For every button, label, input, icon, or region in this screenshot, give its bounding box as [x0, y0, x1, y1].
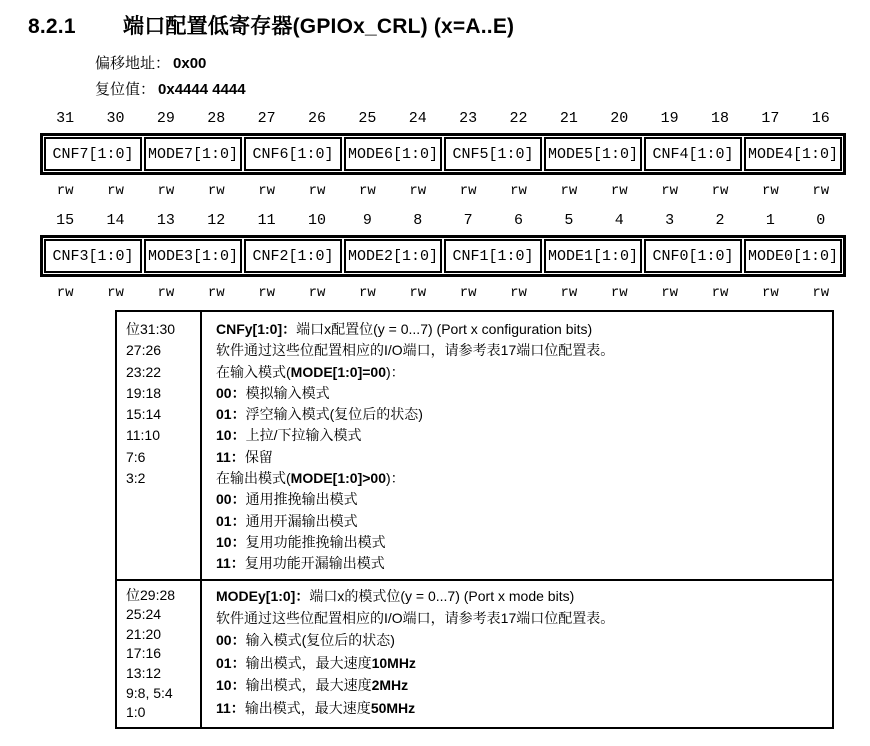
description-line: [216, 652, 824, 674]
section-number: 8.2.1: [28, 15, 76, 38]
description-line: [216, 447, 824, 468]
description-text-bold: 2MHz: [371, 677, 409, 694]
bit-range: 7:6: [126, 448, 146, 465]
bit-number: 27: [257, 110, 276, 127]
bit-number: 1: [765, 212, 775, 229]
access-type-label: rw: [711, 285, 729, 301]
description-text: 在输入模式(: [216, 363, 291, 380]
register-field-cell: MODE7[1:0]: [144, 137, 242, 171]
access-type-label: rw: [207, 183, 225, 199]
description-text-bold: CNFy[1:0]：: [216, 321, 297, 337]
access-type-label: rw: [409, 285, 427, 301]
access-type-label: rw: [510, 285, 527, 301]
register-field-cell: MODE2[1:0]: [344, 239, 442, 273]
description-text-bold: 00：: [216, 384, 246, 401]
register-field-cell: MODE4[1:0]: [744, 137, 842, 171]
access-type-label: rw: [359, 183, 376, 199]
bit-number: 9: [362, 212, 372, 229]
reset-value-value: 0x4444 4444: [158, 81, 246, 98]
description-text: 复用功能开漏输出模式: [244, 555, 385, 572]
register-field-cell: MODE3[1:0]: [144, 239, 242, 273]
description-text-bold: 11：: [216, 555, 245, 572]
description-line: [216, 553, 824, 574]
access-type-label: rw: [308, 285, 326, 301]
description-row: [117, 579, 832, 727]
access-type-label: rw: [157, 183, 175, 199]
access-type-label: rw: [560, 285, 578, 301]
description-text: 输出模式，最大速度: [245, 677, 372, 694]
access-type-label: rw: [409, 183, 427, 199]
offset-address-value: 0x00: [173, 55, 207, 72]
bit-range: 23:22: [126, 363, 162, 380]
register-field-cell: MODE6[1:0]: [344, 137, 442, 171]
access-type-label: rw: [258, 183, 276, 199]
description-text: 复用功能推挽输出模式: [245, 533, 386, 550]
description-text: 通用开漏输出模式: [245, 512, 358, 529]
bit-number: 10: [308, 212, 327, 229]
bit-number: 16: [811, 110, 830, 127]
bit-description-column: [202, 312, 832, 579]
bit-numbers-row: [40, 212, 846, 229]
description-text-bold: 01：: [216, 406, 246, 423]
description-text-bold: 50MHz: [370, 699, 416, 716]
description-text-bold: 10：: [216, 533, 246, 550]
access-type-label: rw: [610, 285, 628, 301]
description-text-bold: 11：: [216, 448, 245, 465]
reset-value-line: [95, 77, 870, 103]
bit-number: 2: [715, 212, 725, 229]
bit-number: 12: [207, 212, 226, 229]
description-table: [115, 310, 834, 729]
description-text-bold: 01：: [216, 512, 246, 529]
reset-value-label: 复位值：: [95, 81, 156, 98]
bit-range: 11:10: [126, 427, 160, 444]
description-text-bold: MODEy[1:0]：: [216, 587, 310, 604]
register-meta: [95, 51, 870, 103]
access-type-label: rw: [157, 285, 175, 301]
bit-number: 30: [106, 110, 125, 127]
access-type-label: rw: [308, 183, 326, 199]
description-line: [216, 319, 824, 340]
bit-range-column: [117, 581, 202, 727]
access-type-label: rw: [762, 183, 779, 199]
bit-numbers-row: [40, 110, 846, 127]
description-text: 端口x的模式位(y = 0...7) (Port x mode bits): [309, 587, 575, 604]
description-text: 模拟输入模式: [245, 384, 330, 401]
register-row-bits-31-16: [40, 110, 846, 199]
access-type-label: rw: [359, 285, 376, 301]
bit-range: 位29:28: [126, 586, 176, 603]
bit-range: 25:24: [126, 606, 162, 623]
page-title: 端口配置低寄存器(GPIOx_CRL) (x=A..E): [123, 15, 515, 38]
bit-number: 14: [106, 212, 125, 229]
bit-number: 28: [207, 110, 226, 127]
bit-number: 11: [257, 212, 276, 229]
register-field-cell: CNF1[1:0]: [444, 239, 542, 273]
access-type-row: [40, 183, 846, 199]
bit-number: 22: [509, 110, 528, 127]
bit-number: 3: [665, 212, 675, 229]
description-line: [216, 383, 824, 404]
register-field-cell: MODE5[1:0]: [544, 137, 642, 171]
bit-number: 7: [463, 212, 473, 229]
bit-range: 17:16: [126, 645, 162, 662]
description-line: [216, 340, 824, 361]
description-text: )：: [385, 363, 405, 380]
bit-range: 1:0: [126, 704, 146, 721]
bit-number: 23: [459, 110, 478, 127]
description-text-bold: 10：: [216, 677, 246, 694]
description-line: [216, 697, 824, 719]
access-type-label: rw: [56, 285, 74, 301]
description-text-bold: 10：: [216, 427, 246, 444]
description-text: 软件通过这些位配置相应的I/O端口，请参考表17端口位配置表。: [216, 342, 615, 359]
access-type-label: rw: [510, 183, 527, 199]
description-line: [216, 511, 824, 532]
description-text: 端口x配置位(y = 0...7) (Port x configuration bits): [296, 321, 593, 337]
description-text: 通用推挽输出模式: [245, 491, 358, 508]
description-line: [216, 607, 824, 629]
bit-number: 19: [660, 110, 679, 127]
register-diagram: [40, 110, 846, 301]
description-text-bold: MODE[1:0]=00: [290, 363, 386, 380]
description-row: [117, 312, 832, 579]
access-type-label: rw: [762, 285, 779, 301]
access-type-label: rw: [258, 285, 276, 301]
bit-number: 13: [156, 212, 175, 229]
description-line: [216, 532, 824, 553]
bit-number: 21: [559, 110, 578, 127]
description-text: 软件通过这些位配置相应的I/O端口，请参考表17端口位配置表。: [216, 609, 615, 626]
bit-number: 8: [413, 212, 423, 229]
description-text: 保留: [244, 448, 273, 465]
bit-number: 4: [614, 212, 624, 229]
description-text: 上拉/下拉输入模式: [245, 427, 362, 444]
access-type-label: rw: [459, 285, 477, 301]
description-text: )：: [385, 470, 405, 487]
access-type-label: rw: [56, 183, 74, 199]
access-type-label: rw: [661, 183, 679, 199]
access-type-label: rw: [107, 285, 124, 301]
register-field-cell: CNF4[1:0]: [644, 137, 742, 171]
bit-range: 27:26: [126, 342, 162, 359]
section-heading: [0, 0, 870, 40]
bit-number: 18: [711, 110, 730, 127]
description-line: [216, 425, 824, 446]
access-type-row: [40, 285, 846, 301]
description-text: 输入模式(复位后的状态): [245, 632, 395, 649]
bit-number: 5: [564, 212, 574, 229]
access-type-label: rw: [107, 183, 124, 199]
access-type-label: rw: [207, 285, 225, 301]
offset-address-line: [95, 51, 870, 77]
access-type-label: rw: [560, 183, 578, 199]
bit-number: 15: [56, 212, 75, 229]
description-line: [216, 489, 824, 510]
description-line: [216, 404, 824, 425]
bit-range: 19:18: [126, 384, 162, 401]
description-line: [216, 629, 824, 651]
description-text: 浮空输入模式(复位后的状态): [245, 406, 423, 423]
bit-number: 20: [610, 110, 629, 127]
bit-range: 9:8, 5:4: [126, 684, 173, 701]
bit-range: 13:12: [126, 664, 162, 681]
bit-number: 25: [358, 110, 377, 127]
bit-description-column: [202, 581, 832, 727]
access-type-label: rw: [812, 285, 830, 301]
description-text: 输出模式，最大速度: [245, 654, 372, 671]
register-row-bits-15-0: [40, 212, 846, 301]
register-fields-row: [40, 133, 846, 175]
description-line: [216, 585, 824, 607]
access-type-label: rw: [661, 285, 679, 301]
register-field-cell: CNF3[1:0]: [44, 239, 142, 273]
access-type-label: rw: [610, 183, 628, 199]
bit-range: 3:2: [126, 470, 146, 487]
bit-range: 位31:30: [126, 321, 176, 337]
description-line: [216, 362, 824, 383]
register-field-cell: MODE1[1:0]: [544, 239, 642, 273]
register-field-cell: CNF2[1:0]: [244, 239, 342, 273]
description-text: 在输出模式(: [216, 470, 291, 487]
description-text-bold: 00：: [216, 491, 246, 508]
description-text-bold: 11：: [216, 699, 245, 716]
access-type-label: rw: [711, 183, 729, 199]
bit-range: 21:20: [126, 625, 162, 642]
register-field-cell: CNF0[1:0]: [644, 239, 742, 273]
bit-number: 17: [761, 110, 780, 127]
bit-range-column: [117, 312, 202, 579]
description-text-bold: MODE[1:0]>00: [290, 470, 386, 487]
register-field-cell: MODE0[1:0]: [744, 239, 842, 273]
description-text-bold: 10MHz: [371, 654, 416, 671]
register-fields-row: [40, 235, 846, 277]
bit-number: 24: [408, 110, 427, 127]
register-field-cell: CNF5[1:0]: [444, 137, 542, 171]
bit-number: 31: [56, 110, 75, 127]
description-text-bold: 00：: [216, 632, 246, 649]
access-type-label: rw: [812, 183, 830, 199]
register-field-cell: CNF7[1:0]: [44, 137, 142, 171]
description-line: [216, 468, 824, 489]
description-text-bold: 01：: [216, 654, 246, 671]
bit-range: 15:14: [126, 406, 162, 423]
offset-address-label: 偏移地址：: [95, 55, 171, 72]
description-text: 输出模式，最大速度: [244, 699, 371, 716]
bit-number: 6: [514, 212, 524, 229]
description-line: [216, 674, 824, 696]
bit-number: 29: [156, 110, 175, 127]
bit-number: 26: [308, 110, 327, 127]
register-field-cell: CNF6[1:0]: [244, 137, 342, 171]
bit-number: 0: [816, 212, 826, 229]
access-type-label: rw: [459, 183, 477, 199]
